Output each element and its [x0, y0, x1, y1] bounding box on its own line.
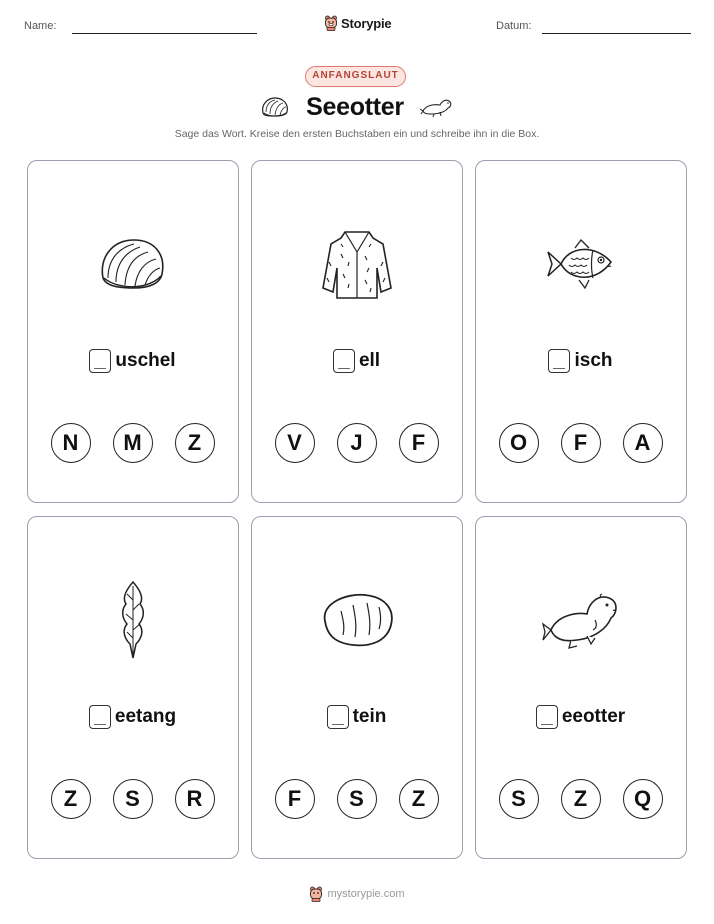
word-row: [28, 705, 237, 729]
word-ending: uschel: [115, 350, 176, 371]
clam-shell-icon: [28, 216, 237, 311]
word-ending: eetang: [114, 706, 177, 727]
letter-choices: [476, 779, 685, 819]
letter-choices: [476, 423, 685, 463]
letter-choice[interactable]: F: [399, 423, 439, 463]
letter-choice[interactable]: F: [275, 779, 315, 819]
clam-shell-icon: [260, 95, 290, 119]
letter-choice[interactable]: J: [337, 423, 377, 463]
letter-choice[interactable]: O: [499, 423, 539, 463]
storypie-mascot-icon: [309, 886, 323, 902]
word-ending: isch: [574, 350, 613, 371]
title-row: [0, 90, 714, 124]
letter-choices: [252, 779, 461, 819]
footer: [0, 886, 714, 902]
letter-choice[interactable]: Q: [623, 779, 663, 819]
page-title: Seeotter: [306, 92, 404, 121]
word-row: [252, 705, 461, 729]
letter-choice[interactable]: Z: [175, 423, 215, 463]
word-card: [475, 160, 687, 503]
first-letter-box[interactable]: [536, 705, 558, 729]
letter-choice[interactable]: S: [337, 779, 377, 819]
letter-choice[interactable]: S: [113, 779, 153, 819]
letter-choices: [252, 423, 461, 463]
word-row: [252, 349, 461, 373]
category-badge: ANFANGSLAUT: [305, 66, 406, 87]
letter-choices: [28, 423, 237, 463]
word-card: [27, 160, 239, 503]
letter-choice[interactable]: M: [113, 423, 153, 463]
word-ending: tein: [352, 706, 387, 727]
sea-otter-icon: [420, 95, 454, 119]
kelp-leaf-icon: [28, 572, 237, 667]
brand-name: Storypie: [341, 15, 392, 31]
letter-choice[interactable]: N: [51, 423, 91, 463]
letter-choices: [28, 779, 237, 819]
word-row: [476, 705, 685, 729]
first-letter-box[interactable]: [333, 349, 355, 373]
first-letter-box[interactable]: [89, 705, 111, 729]
name-field[interactable]: [72, 33, 257, 34]
letter-choice[interactable]: A: [623, 423, 663, 463]
storypie-mascot-icon: [324, 15, 338, 31]
word-ending: eeotter: [561, 706, 626, 727]
fur-coat-icon: [252, 216, 461, 311]
brand-logo: [324, 13, 391, 33]
word-card: [251, 160, 463, 503]
name-label: Name:: [24, 20, 57, 32]
word-row: [28, 349, 237, 373]
word-card: [27, 516, 239, 859]
letter-choice[interactable]: V: [275, 423, 315, 463]
word-row: [476, 349, 685, 373]
first-letter-box[interactable]: [327, 705, 349, 729]
word-card: [251, 516, 463, 859]
date-label: Datum:: [496, 20, 532, 32]
word-card: [475, 516, 687, 859]
word-ending: ell: [358, 350, 381, 371]
letter-choice[interactable]: R: [175, 779, 215, 819]
bread-loaf-icon: [252, 572, 461, 667]
letter-choice[interactable]: Z: [399, 779, 439, 819]
instruction-text: Sage das Wort. Kreise den ersten Buchstaben ein und schreibe ihn in die Box.: [174, 128, 540, 140]
letter-choice[interactable]: F: [561, 423, 601, 463]
fish-icon: [476, 216, 685, 311]
letter-choice[interactable]: Z: [561, 779, 601, 819]
first-letter-box[interactable]: [548, 349, 570, 373]
date-field[interactable]: [542, 33, 691, 34]
footer-url[interactable]: mystorypie.com: [327, 888, 405, 900]
letter-choice[interactable]: S: [499, 779, 539, 819]
letter-choice[interactable]: Z: [51, 779, 91, 819]
sea-otter-icon: [476, 572, 685, 667]
first-letter-box[interactable]: [89, 349, 111, 373]
